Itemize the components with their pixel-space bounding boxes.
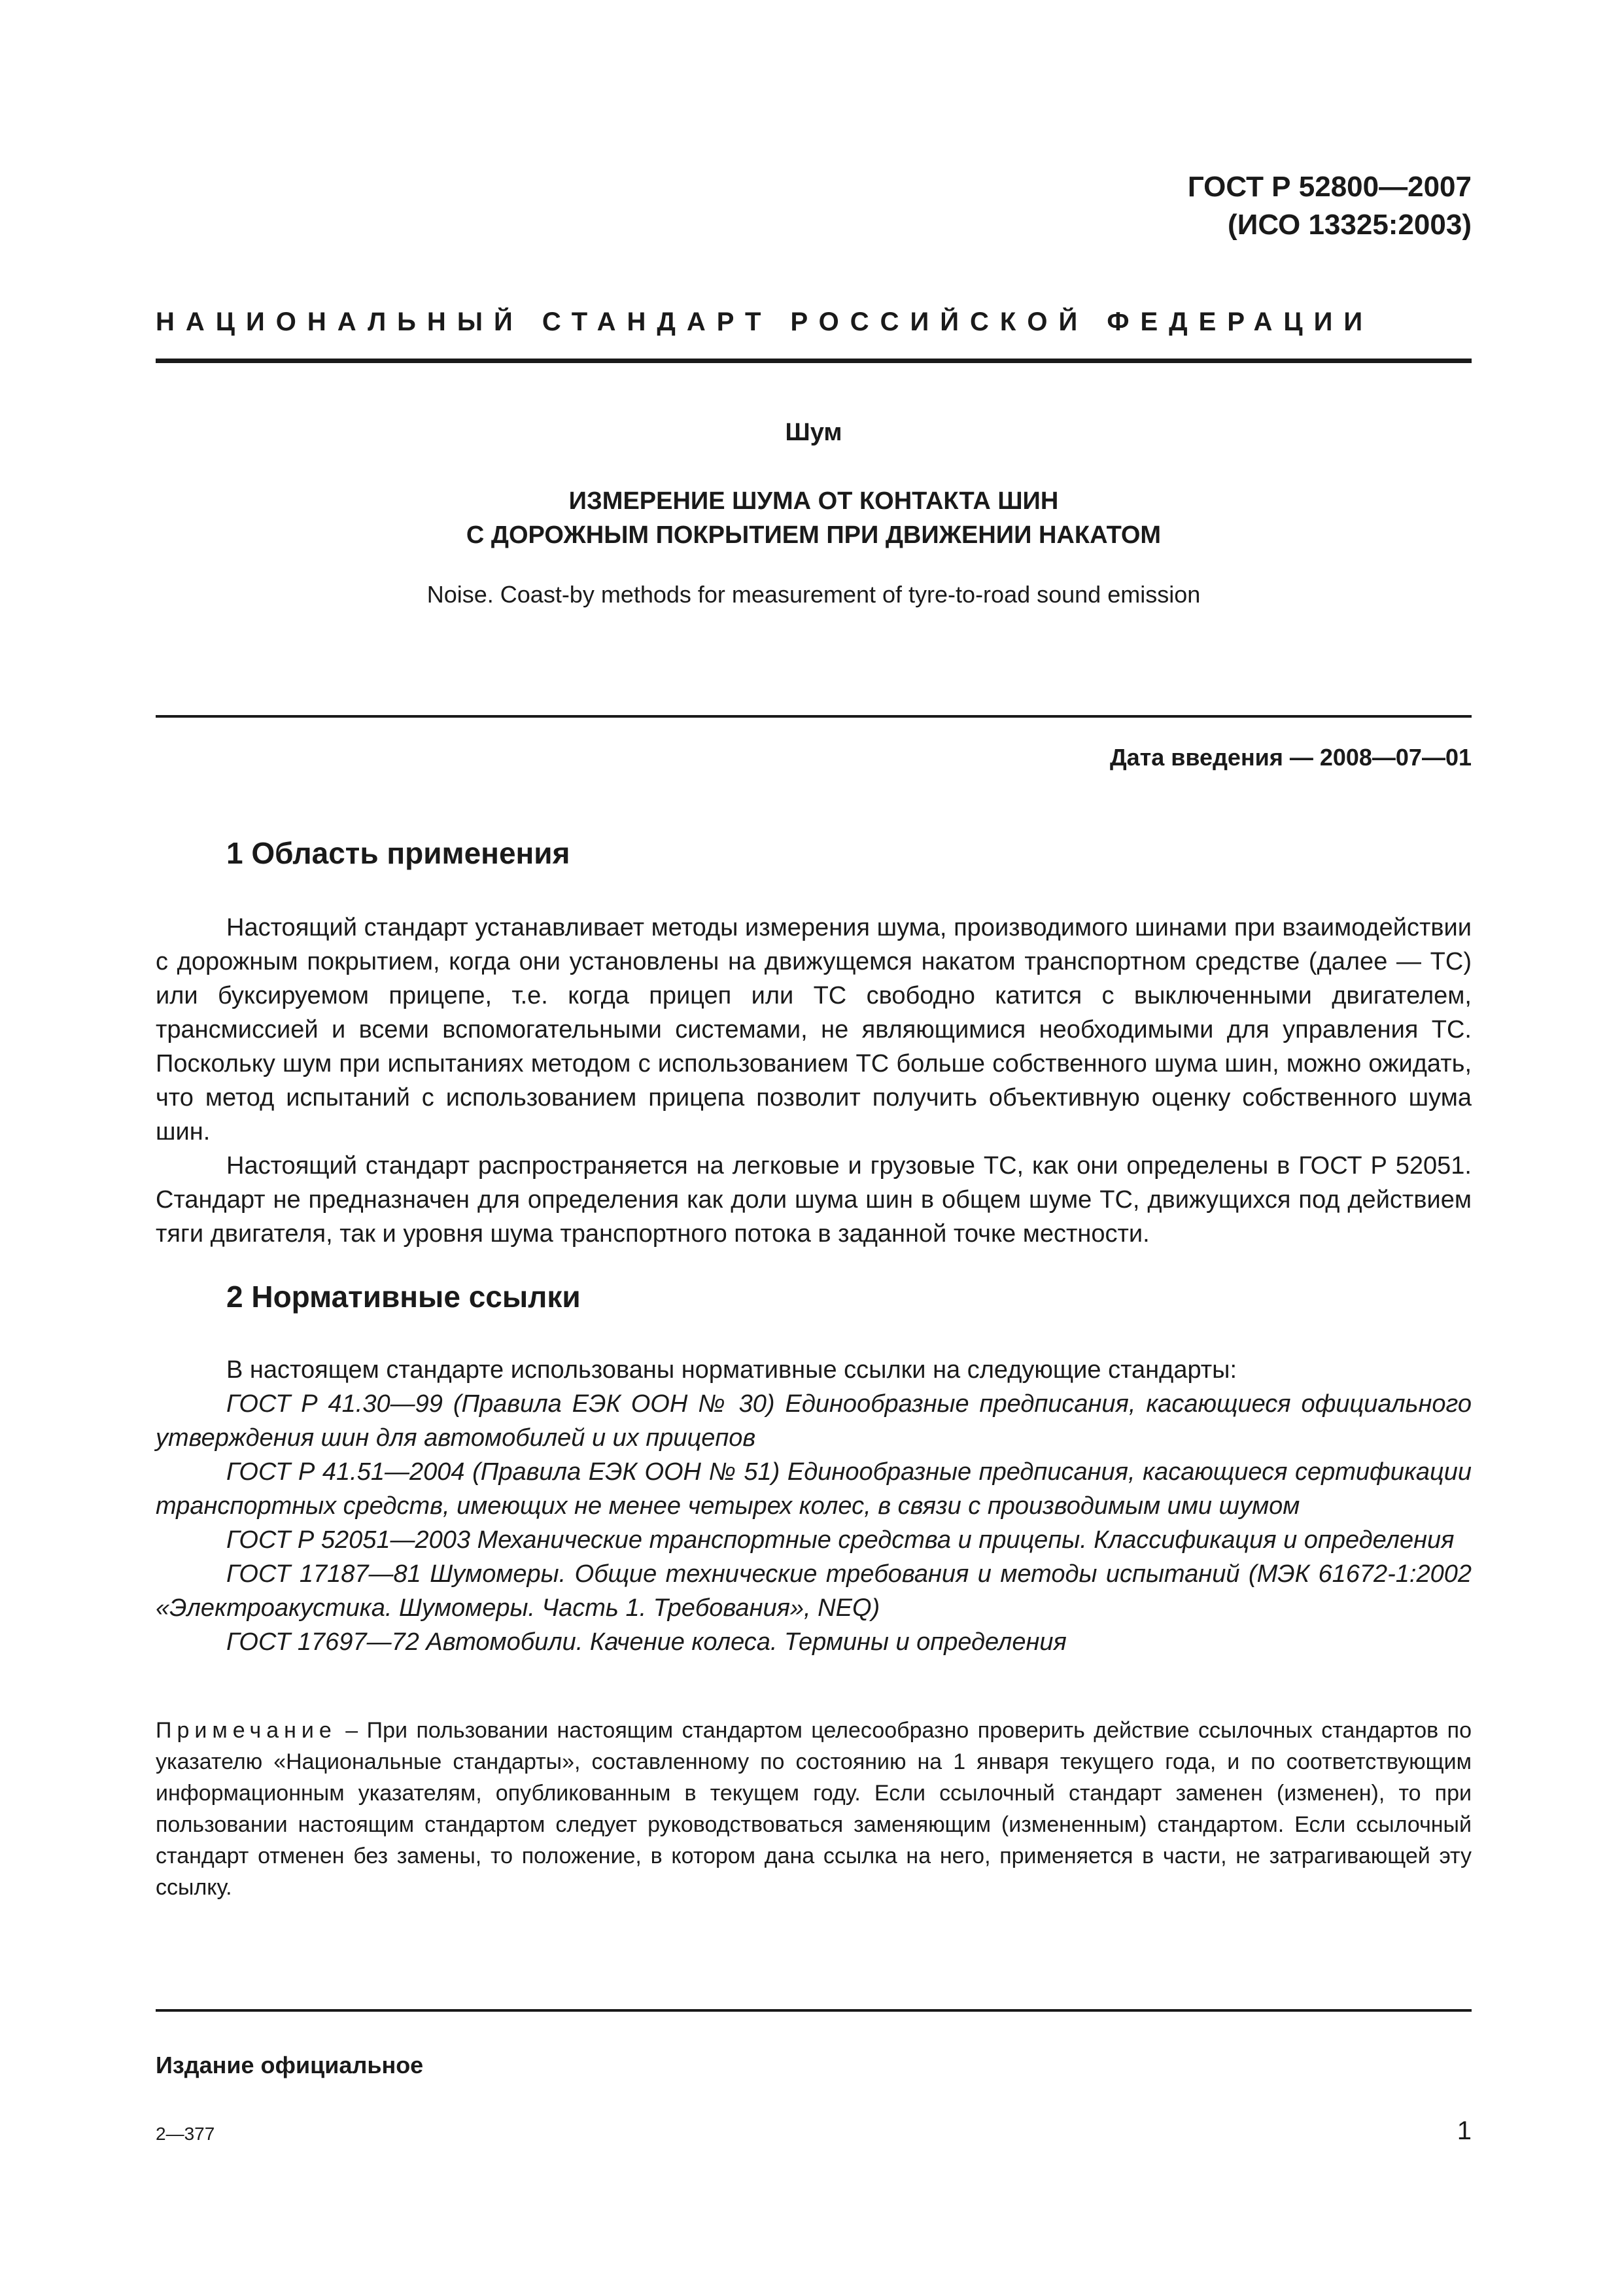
english-title: Noise. Coast-by methods for measurement of tyre-to-road sound emission bbox=[426, 581, 1201, 608]
title-divider bbox=[156, 715, 1472, 718]
title-line-1: ИЗМЕРЕНИЕ ШУМА ОТ КОНТАКТА ШИН bbox=[568, 487, 1059, 515]
iso-code: (ИСО 13325:2003) bbox=[1228, 209, 1472, 241]
header-divider bbox=[156, 359, 1472, 363]
introduction-date: Дата введения — 2008—07—01 bbox=[1109, 744, 1472, 771]
section-2-heading: 2 Нормативные ссылки bbox=[226, 1280, 581, 1314]
section-1-body bbox=[156, 911, 1472, 1251]
note-block bbox=[156, 1715, 1472, 1903]
reference-item: ГОСТ Р 52051—2003 Механические транспортные средства и прицепы. Классификация и определения bbox=[226, 1526, 1455, 1554]
document-subject: Шум bbox=[785, 419, 842, 446]
section-2-intro: В настоящем стандарте использованы нормативные ссылки на следующие стандарты: bbox=[226, 1356, 1237, 1384]
title-line-2: С ДОРОЖНЫМ ПОКРЫТИЕМ ПРИ ДВИЖЕНИИ НАКАТОМ bbox=[466, 521, 1162, 549]
section-1-heading: 1 Область применения bbox=[226, 836, 570, 870]
reference-item: ГОСТ Р 41.30—99 (Правила ЕЭК ООН № 30) Единообразные предписания, касающиеся официального утверждения шин для автомобилей и их прицепов bbox=[156, 1390, 1472, 1452]
section-1-paragraph-1: Настоящий стандарт устанавливает методы измерения шума, производимого шинами при взаимодействии с дорожным покрытием, когда они установлены на движущемся накатом транспортном средстве (далее — ТС) или буксируемом прицепе, т.е. когда прицеп или ТС свободно катится с выключенными двигателем, трансмиссией и всеми вспомогательными системами, не являющимися необходимыми для управления ТС. Поскольку шум при испытаниях методом с использованием ТС больше собственного шума шин, можно ожидать, что метод испытаний с использованием прицепа позволит получить объективную оценку собственного шума шин. bbox=[156, 914, 1472, 1146]
edition-label: Издание официальное bbox=[156, 2052, 424, 2078]
page-number: 1 bbox=[1457, 2116, 1472, 2145]
order-number: 2—377 bbox=[156, 2124, 215, 2144]
reference-item: ГОСТ Р 41.51—2004 (Правила ЕЭК ООН № 51) Единообразные предписания, касающиеся сертификации транспортных средств, имеющих не менее четырех колес, в связи с производимым ими шумом bbox=[156, 1458, 1472, 1520]
standard-code-block bbox=[1188, 168, 1472, 244]
standard-code: ГОСТ Р 52800—2007 bbox=[1187, 171, 1472, 203]
national-standard-banner: НАЦИОНАЛЬНЫЙ СТАНДАРТ РОССИЙСКОЙ ФЕДЕРАЦИИ bbox=[156, 307, 1374, 336]
note-label: Примечание bbox=[156, 1718, 337, 1743]
section-1-paragraph-2: Настоящий стандарт распространяется на легковые и грузовые ТС, как они определены в ГОСТ Р 52051. Стандарт не предназначен для определения как доли шума шин в общем шуме ТС, движущихся под действием тяги двигателя, так и уровня шума транспортного потока в заданной точке местности. bbox=[156, 1152, 1472, 1248]
note-text: – При пользовании настоящим стандартом целесообразно проверить действие ссылочных стандартов по указателю «Национальные стандарты», составленному по состоянию на 1 января текущего года, и по соответствующим информационным указателям, опубликованным в текущем году. Если ссылочный стандарт заменен (изменен), то при пользовании настоящим стандартом следует руководствоваться заменяющим (измененным) стандартом. Если ссылочный стандарт отменен без замены, то положение, в котором дана ссылка на него, применяется в части, не затрагивающей эту ссылку. bbox=[156, 1718, 1472, 1900]
document-title bbox=[156, 484, 1472, 552]
reference-item: ГОСТ 17697—72 Автомобили. Качение колеса. Термины и определения bbox=[226, 1628, 1067, 1656]
reference-item: ГОСТ 17187—81 Шумомеры. Общие технические требования и методы испытаний (МЭК 61672-1:2002 «Электроакустика. Шумомеры. Часть 1. Требования», NEQ) bbox=[156, 1560, 1472, 1622]
footer-divider bbox=[156, 2009, 1472, 2012]
section-2-body bbox=[156, 1353, 1472, 1659]
